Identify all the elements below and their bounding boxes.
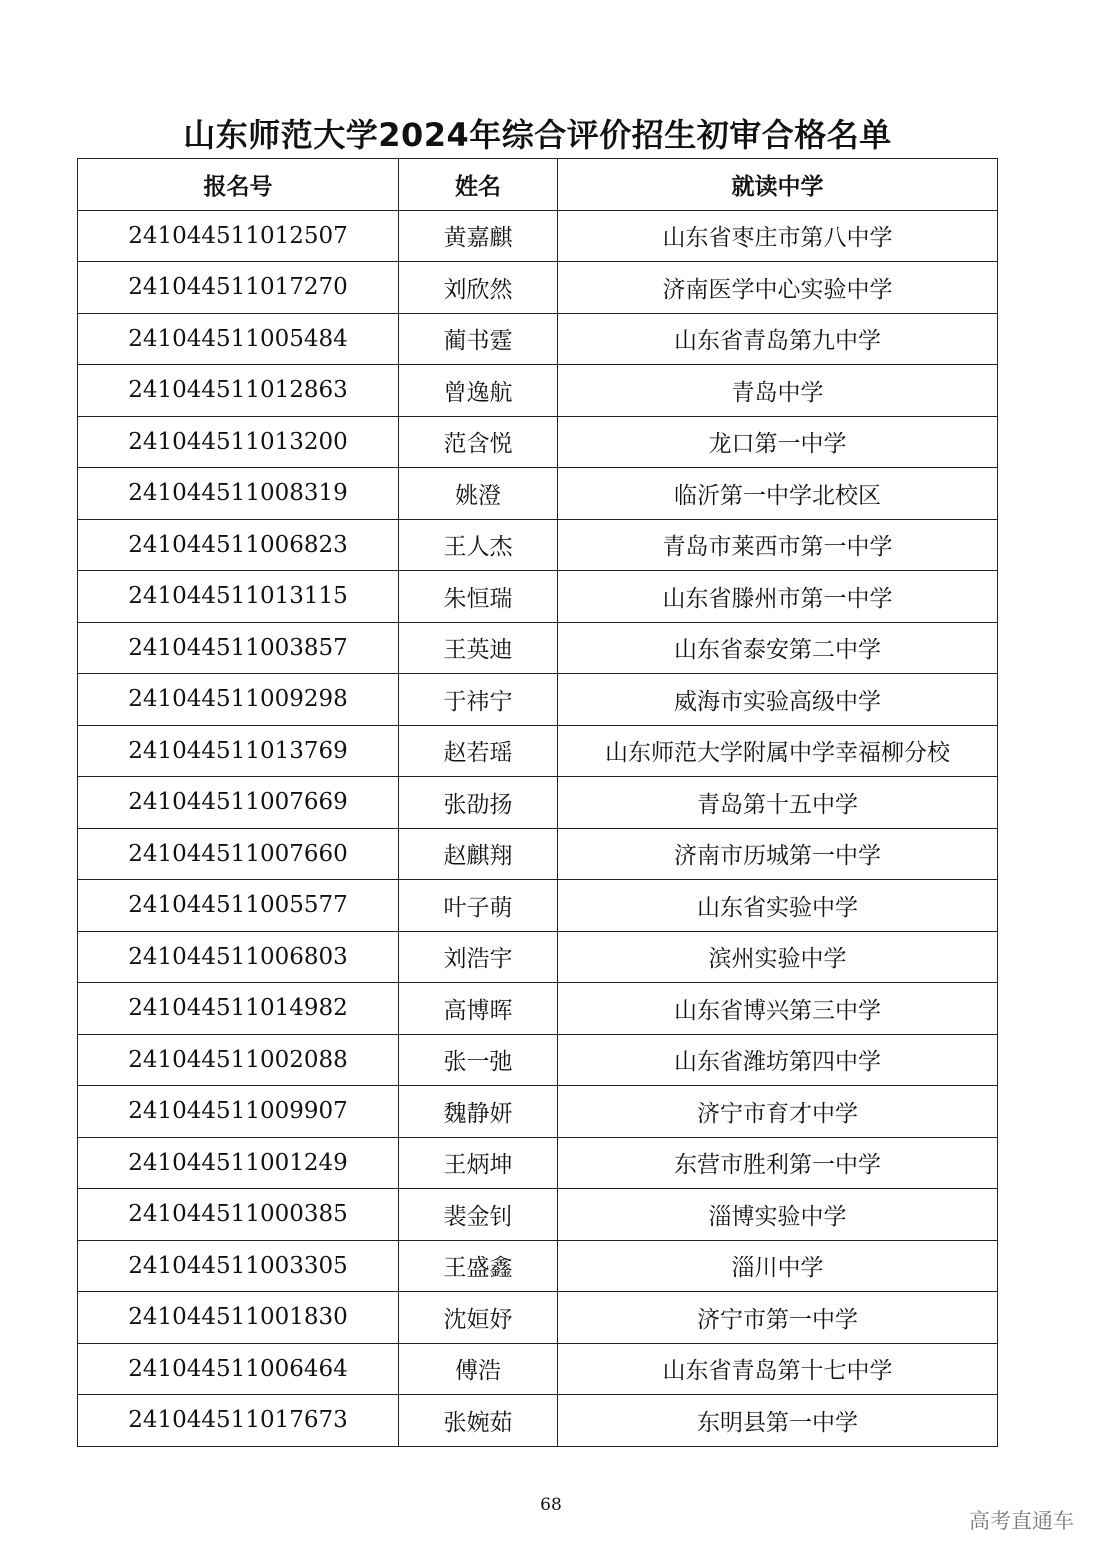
school-cell: 山东省滕州市第一中学 bbox=[558, 571, 998, 623]
admission-list-table bbox=[77, 158, 998, 1447]
column-header-school: 就读中学 bbox=[558, 159, 998, 211]
registration-number-cell: 241044511007660 bbox=[78, 828, 399, 880]
school-cell: 济南市历城第一中学 bbox=[558, 828, 998, 880]
student-name-cell: 王人杰 bbox=[399, 519, 558, 571]
school-cell: 威海市实验高级中学 bbox=[558, 674, 998, 726]
table-row bbox=[78, 571, 998, 623]
student-name-cell: 赵麒翔 bbox=[399, 828, 558, 880]
registration-number-cell: 241044511006803 bbox=[78, 931, 399, 983]
table-header-row bbox=[78, 159, 998, 211]
student-name-cell: 姚澄 bbox=[399, 468, 558, 520]
watermark: 高考直通车 bbox=[969, 1509, 1074, 1533]
table-row bbox=[78, 1189, 998, 1241]
school-cell: 滨州实验中学 bbox=[558, 931, 998, 983]
registration-number-cell: 241044511013200 bbox=[78, 416, 399, 468]
student-name-cell: 赵若瑶 bbox=[399, 725, 558, 777]
registration-number-cell: 241044511012863 bbox=[78, 365, 399, 417]
student-name-cell: 裴金钊 bbox=[399, 1189, 558, 1241]
table-row bbox=[78, 1343, 998, 1395]
school-cell: 济南医学中心实验中学 bbox=[558, 262, 998, 314]
registration-number-cell: 241044511013769 bbox=[78, 725, 399, 777]
table-body bbox=[78, 210, 998, 1446]
table-row bbox=[78, 622, 998, 674]
school-cell: 东明县第一中学 bbox=[558, 1395, 998, 1447]
table-row bbox=[78, 983, 998, 1035]
student-name-cell: 刘浩宇 bbox=[399, 931, 558, 983]
school-cell: 东营市胜利第一中学 bbox=[558, 1137, 998, 1189]
table-row bbox=[78, 313, 998, 365]
registration-number-cell: 241044511003857 bbox=[78, 622, 399, 674]
student-name-cell: 于祎宁 bbox=[399, 674, 558, 726]
registration-number-cell: 241044511007669 bbox=[78, 777, 399, 829]
student-name-cell: 曾逸航 bbox=[399, 365, 558, 417]
school-cell: 山东师范大学附属中学幸福柳分校 bbox=[558, 725, 998, 777]
student-name-cell: 张一弛 bbox=[399, 1034, 558, 1086]
registration-number-cell: 241044511002088 bbox=[78, 1034, 399, 1086]
page-title: 山东师范大学2024年综合评价招生初审合格名单 bbox=[183, 116, 892, 154]
school-cell: 济宁市第一中学 bbox=[558, 1292, 998, 1344]
student-name-cell: 王盛鑫 bbox=[399, 1240, 558, 1292]
student-name-cell: 叶子萌 bbox=[399, 880, 558, 932]
registration-number-cell: 241044511005484 bbox=[78, 313, 399, 365]
registration-number-cell: 241044511009907 bbox=[78, 1086, 399, 1138]
table-row bbox=[78, 468, 998, 520]
school-cell: 山东省青岛第十七中学 bbox=[558, 1343, 998, 1395]
table-row bbox=[78, 1137, 998, 1189]
school-cell: 青岛中学 bbox=[558, 365, 998, 417]
table-row bbox=[78, 1292, 998, 1344]
registration-number-cell: 241044511006823 bbox=[78, 519, 399, 571]
student-name-cell: 范含悦 bbox=[399, 416, 558, 468]
table-row bbox=[78, 777, 998, 829]
registration-number-cell: 241044511013115 bbox=[78, 571, 399, 623]
table-row bbox=[78, 262, 998, 314]
table-row bbox=[78, 725, 998, 777]
school-cell: 山东省枣庄市第八中学 bbox=[558, 210, 998, 262]
student-name-cell: 张婉茹 bbox=[399, 1395, 558, 1447]
table-row bbox=[78, 519, 998, 571]
registration-number-cell: 241044511017270 bbox=[78, 262, 399, 314]
school-cell: 山东省潍坊第四中学 bbox=[558, 1034, 998, 1086]
registration-number-cell: 241044511014982 bbox=[78, 983, 399, 1035]
table-row bbox=[78, 210, 998, 262]
registration-number-cell: 241044511001249 bbox=[78, 1137, 399, 1189]
table-row bbox=[78, 416, 998, 468]
table-row bbox=[78, 1395, 998, 1447]
school-cell: 淄博实验中学 bbox=[558, 1189, 998, 1241]
registration-number-cell: 241044511009298 bbox=[78, 674, 399, 726]
column-header-registration-number: 报名号 bbox=[78, 159, 399, 211]
column-header-name: 姓名 bbox=[399, 159, 558, 211]
school-cell: 山东省泰安第二中学 bbox=[558, 622, 998, 674]
school-cell: 济宁市育才中学 bbox=[558, 1086, 998, 1138]
school-cell: 龙口第一中学 bbox=[558, 416, 998, 468]
school-cell: 青岛第十五中学 bbox=[558, 777, 998, 829]
table-row bbox=[78, 931, 998, 983]
registration-number-cell: 241044511001830 bbox=[78, 1292, 399, 1344]
student-name-cell: 张劭扬 bbox=[399, 777, 558, 829]
student-name-cell: 朱恒瑞 bbox=[399, 571, 558, 623]
student-name-cell: 王炳坤 bbox=[399, 1137, 558, 1189]
school-cell: 临沂第一中学北校区 bbox=[558, 468, 998, 520]
registration-number-cell: 241044511005577 bbox=[78, 880, 399, 932]
registration-number-cell: 241044511017673 bbox=[78, 1395, 399, 1447]
table-row bbox=[78, 1034, 998, 1086]
student-name-cell: 傅浩 bbox=[399, 1343, 558, 1395]
table-row bbox=[78, 674, 998, 726]
school-cell: 山东省青岛第九中学 bbox=[558, 313, 998, 365]
registration-number-cell: 241044511003305 bbox=[78, 1240, 399, 1292]
registration-number-cell: 241044511012507 bbox=[78, 210, 399, 262]
student-name-cell: 王英迪 bbox=[399, 622, 558, 674]
school-cell: 淄川中学 bbox=[558, 1240, 998, 1292]
table-row bbox=[78, 828, 998, 880]
school-cell: 山东省博兴第三中学 bbox=[558, 983, 998, 1035]
student-name-cell: 高博晖 bbox=[399, 983, 558, 1035]
registration-number-cell: 241044511006464 bbox=[78, 1343, 399, 1395]
student-name-cell: 魏静妍 bbox=[399, 1086, 558, 1138]
student-name-cell: 沈姮妤 bbox=[399, 1292, 558, 1344]
school-cell: 山东省实验中学 bbox=[558, 880, 998, 932]
page-number: 68 bbox=[540, 1495, 562, 1515]
student-name-cell: 蔺书霆 bbox=[399, 313, 558, 365]
school-cell: 青岛市莱西市第一中学 bbox=[558, 519, 998, 571]
table-row bbox=[78, 1240, 998, 1292]
table-row bbox=[78, 1086, 998, 1138]
registration-number-cell: 241044511000385 bbox=[78, 1189, 399, 1241]
student-name-cell: 刘欣然 bbox=[399, 262, 558, 314]
student-name-cell: 黄嘉麒 bbox=[399, 210, 558, 262]
table-row bbox=[78, 880, 998, 932]
table-row bbox=[78, 365, 998, 417]
registration-number-cell: 241044511008319 bbox=[78, 468, 399, 520]
